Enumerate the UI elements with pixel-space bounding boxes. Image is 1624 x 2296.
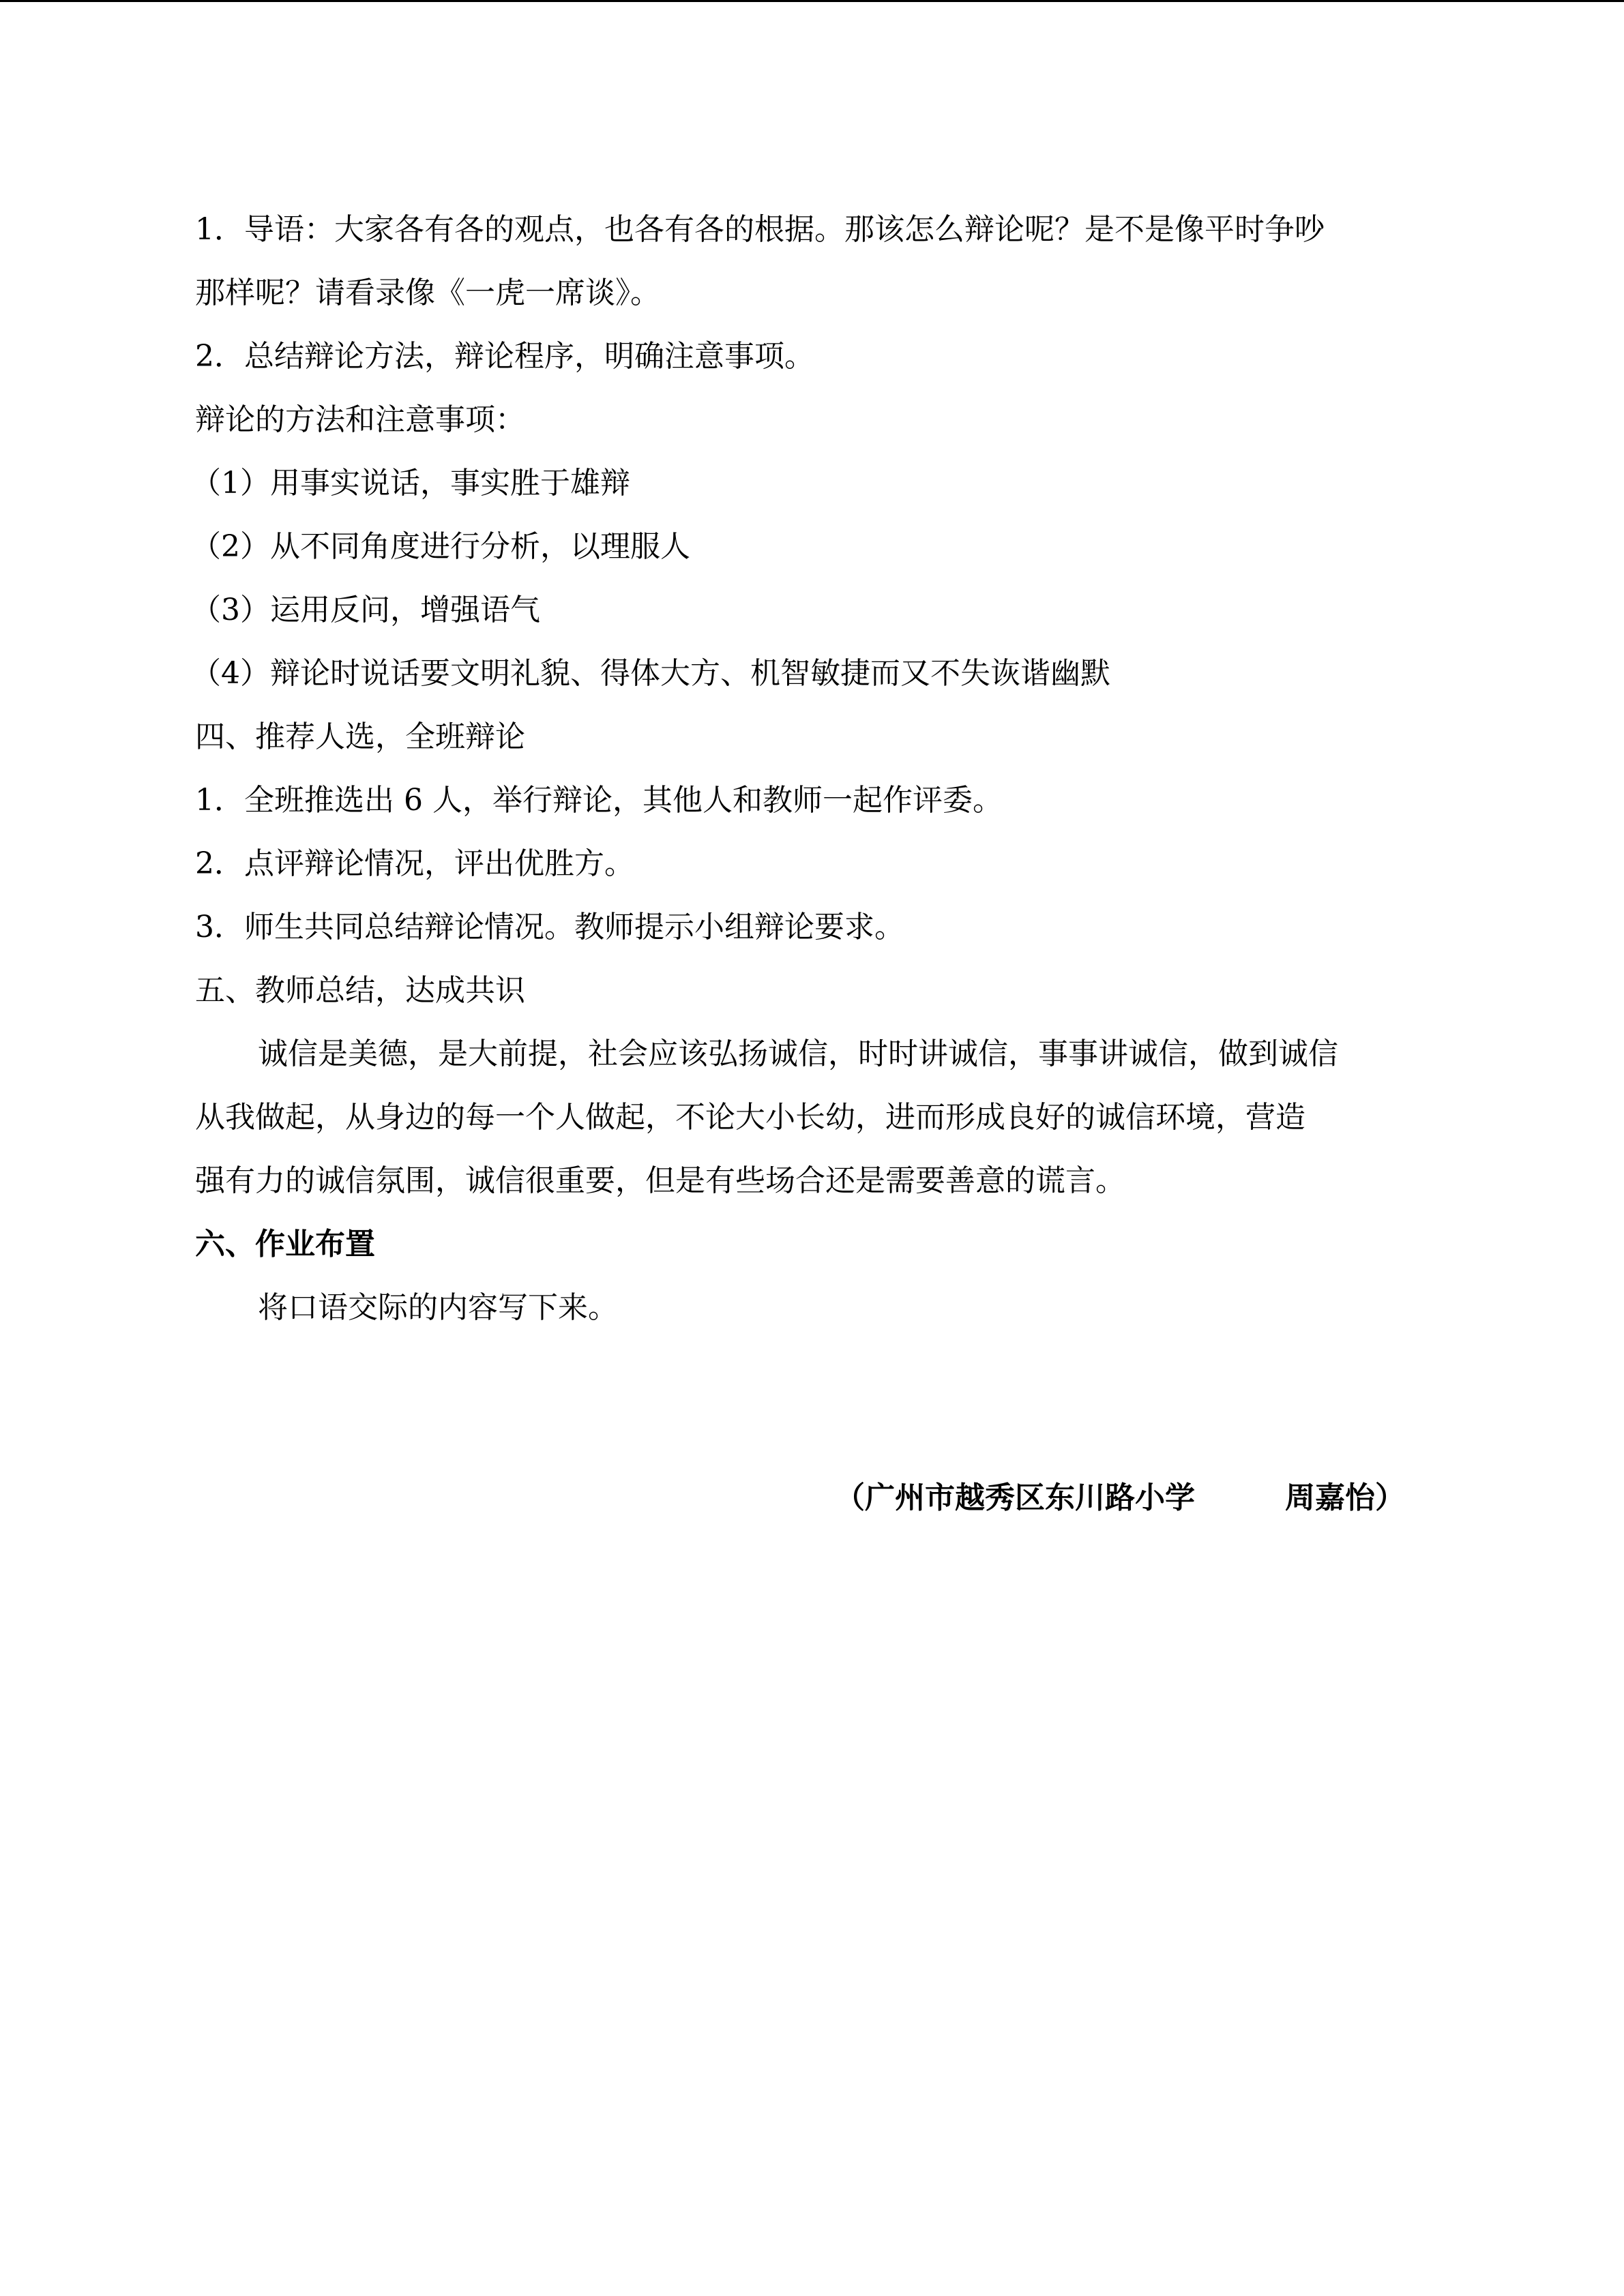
homework-text: 将口语交际的内容写下来。 bbox=[258, 1290, 618, 1325]
document-body bbox=[191, 198, 1436, 1339]
step-1-intro-line-2: 那样呢？请看录像《一虎一席谈》。 bbox=[195, 275, 660, 310]
method-item-3: （3）运用反问，增强语气 bbox=[191, 593, 540, 627]
section-5-heading: 五、教师总结，达成共识 bbox=[195, 973, 525, 1008]
method-item-1: （1）用事实说话，事实胜于雄辩 bbox=[191, 466, 630, 501]
page-top-border bbox=[0, 0, 1624, 2]
summary-paragraph-line-2: 从我做起，从身边的每一个人做起，不论大小长幼，进而形成良好的诚信环境，营造 bbox=[195, 1100, 1305, 1135]
step-1-intro-line-1: 1．导语：大家各有各的观点，也各有各的根据。那该怎么辩论呢？是不是像平时争吵 bbox=[195, 212, 1325, 247]
summary-paragraph-line-1: 诚信是美德，是大前提，社会应该弘扬诚信，时时讲诚信，事事讲诚信，做到诚信 bbox=[258, 1037, 1338, 1071]
author-signature: （广州市越秀区东川路小学 周嘉怡） bbox=[835, 1480, 1405, 1515]
section-6-heading: 六、作业布置 bbox=[195, 1227, 375, 1262]
section-4-item-1: 1．全班推选出 6 人，举行辩论，其他人和教师一起作评委。 bbox=[195, 783, 1003, 818]
section-4-heading: 四、推荐人选，全班辩论 bbox=[195, 719, 525, 754]
methods-heading: 辩论的方法和注意事项： bbox=[195, 402, 525, 437]
method-item-2: （2）从不同角度进行分析，以理服人 bbox=[191, 529, 690, 564]
summary-paragraph-line-3: 强有力的诚信氛围，诚信很重要，但是有些场合还是需要善意的谎言。 bbox=[195, 1163, 1125, 1198]
step-2-summary: 2．总结辩论方法，辩论程序，明确注意事项。 bbox=[195, 339, 814, 374]
section-4-item-2: 2．点评辩论情况，评出优胜方。 bbox=[195, 846, 634, 881]
method-item-4: （4）辩论时说话要文明礼貌、得体大方、机智敏捷而又不失诙谐幽默 bbox=[191, 656, 1110, 691]
section-4-item-3: 3．师生共同总结辩论情况。教师提示小组辩论要求。 bbox=[195, 910, 904, 944]
